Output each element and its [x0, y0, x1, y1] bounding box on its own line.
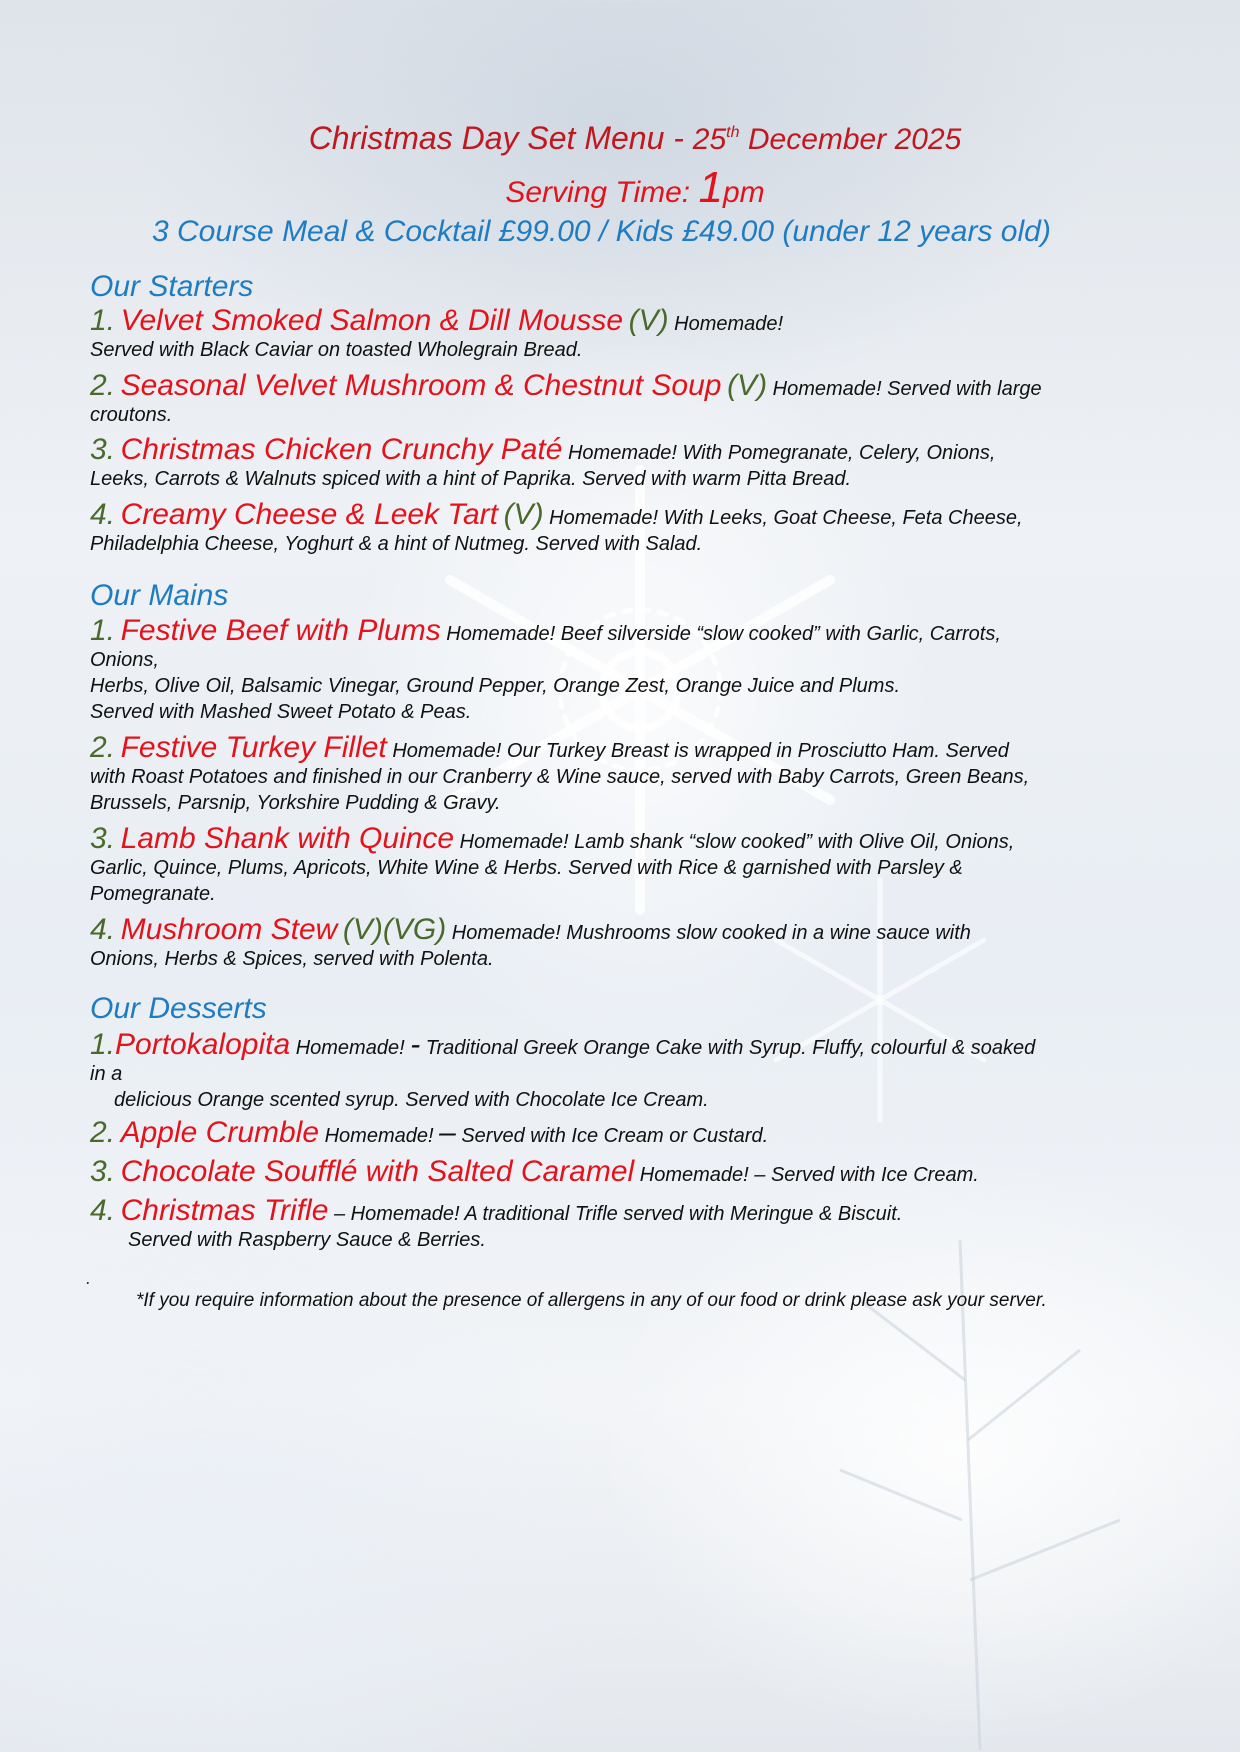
- dish-description: Philadelphia Cheese, Yoghurt & a hint of Nutmeg. Served with Salad.: [90, 533, 703, 555]
- serving-prefix: Serving Time:: [505, 176, 699, 209]
- main-item: [90, 614, 1190, 725]
- item-number: 2.: [90, 369, 116, 402]
- dish-description: Homemade!: [324, 1125, 434, 1147]
- dish-description: croutons.: [90, 404, 173, 426]
- date-day: 25: [692, 123, 727, 156]
- item-number: 4.: [90, 498, 116, 531]
- dish-name: Lamb Shank with Quince: [120, 822, 455, 855]
- dish-description: Homemade! With Pomegranate, Celery, Onions,: [567, 442, 996, 464]
- main-item: [90, 822, 1190, 907]
- dish-description: Homemade!: [295, 1037, 405, 1059]
- starter-item: [90, 498, 1190, 557]
- starter-item: [90, 304, 1190, 363]
- starter-item: [90, 369, 1190, 428]
- dish-name: Mushroom Stew: [120, 913, 338, 946]
- dish-description: Homemade!: [674, 313, 784, 335]
- date-suffix: th: [726, 124, 740, 141]
- section-heading-starters: Our Starters: [90, 270, 254, 303]
- dish-name: Christmas Chicken Crunchy Paté: [120, 433, 563, 466]
- item-number: 3.: [90, 1155, 116, 1188]
- dish-description: Pomegranate.: [90, 883, 216, 905]
- serving-time: [0, 163, 1240, 213]
- item-number: 4.: [90, 913, 116, 946]
- dish-description: Homemade! Beef silverside “slow cooked” with Garlic, Carrots,: [446, 623, 1001, 645]
- item-number: 3.: [90, 433, 116, 466]
- dish-description: Brussels, Parsnip, Yorkshire Pudding & Gravy.: [90, 792, 501, 814]
- dish-description: Served with Mashed Sweet Potato & Peas.: [90, 701, 472, 723]
- menu-title: [0, 120, 1240, 157]
- dish-description: Homemade! With Leeks, Goat Cheese, Feta Cheese,: [549, 507, 1023, 529]
- dish-description: Traditional Greek Orange Cake with Syrup. Fluffy, colourful & soaked: [425, 1037, 1036, 1059]
- stray-dot: .: [86, 1268, 92, 1288]
- item-number: 1.: [90, 614, 116, 647]
- item-number: 1.: [90, 304, 116, 337]
- dish-description: Homemade! Lamb shank “slow cooked” with Olive Oil, Onions,: [459, 831, 1015, 853]
- dish-description: Homemade! Mushrooms slow cooked in a wine sauce with: [451, 922, 971, 944]
- dash-separator: -: [410, 1028, 421, 1061]
- starter-item: [90, 433, 1190, 492]
- vegetarian-badge: (V): [503, 498, 544, 531]
- title-text: Christmas Day Set Menu -: [308, 120, 693, 156]
- dish-description: Onions, Herbs & Spices, served with Polenta.: [90, 948, 494, 970]
- dish-name: Apple Crumble: [120, 1116, 320, 1149]
- dish-name: Creamy Cheese & Leek Tart: [120, 498, 498, 531]
- vegetarian-badge: (V): [727, 369, 768, 402]
- vegan-badge: (V)(VG): [342, 913, 447, 946]
- dish-name: Festive Turkey Fillet: [120, 731, 387, 764]
- dish-description: Leeks, Carrots & Walnuts spiced with a hint of Paprika. Served with warm Pitta Bread.: [90, 468, 852, 490]
- dish-name: Festive Beef with Plums: [120, 614, 441, 647]
- dessert-item: [90, 1116, 1190, 1149]
- serving-suffix: pm: [722, 176, 765, 209]
- date-rest: December 2025: [739, 123, 962, 156]
- dish-description: in a: [90, 1063, 123, 1085]
- section-heading-desserts: Our Desserts: [90, 992, 267, 1025]
- dish-name: Chocolate Soufflé with Salted Caramel: [120, 1155, 635, 1188]
- dish-description: Homemade! Served with large: [772, 378, 1042, 400]
- dish-description: Served with Ice Cream or Custard.: [461, 1125, 769, 1147]
- section-heading-mains: Our Mains: [90, 579, 229, 612]
- dessert-item: [90, 1155, 1190, 1188]
- item-number: 3.: [90, 822, 116, 855]
- item-number: 4.: [90, 1194, 116, 1227]
- dish-description: – Homemade! A traditional Trifle served with Meringue & Biscuit.: [333, 1203, 903, 1225]
- dish-description: Garlic, Quince, Plums, Apricots, White Wine & Herbs. Served with Rice & garnished with Parsley &: [90, 857, 963, 879]
- dish-description: Homemade! – Served with Ice Cream.: [639, 1164, 979, 1186]
- dish-description: Onions,: [90, 649, 159, 671]
- dessert-item: [90, 1194, 1190, 1253]
- dish-name: Seasonal Velvet Mushroom & Chestnut Soup: [120, 369, 722, 402]
- dish-description: Homemade! Our Turkey Breast is wrapped in Prosciutto Ham. Served: [392, 740, 1009, 762]
- main-item: [90, 913, 1190, 972]
- dish-description: Served with Black Caviar on toasted Wholegrain Bread.: [90, 339, 583, 361]
- item-number: 2.: [90, 1116, 116, 1149]
- dish-description: delicious Orange scented syrup. Served with Chocolate Ice Cream.: [114, 1089, 709, 1111]
- vegetarian-badge: (V): [628, 304, 669, 337]
- dish-description: with Roast Potatoes and finished in our Cranberry & Wine sauce, served with Baby Carrots, Green Beans,: [90, 766, 1030, 788]
- dish-name: Portokalopita: [115, 1028, 291, 1061]
- title-date: [693, 123, 962, 156]
- main-item: [90, 731, 1190, 816]
- allergen-notice: *If you require information about the presence of allergens in any of our food or drink please ask your server.: [136, 1290, 1047, 1311]
- item-number: 1.: [90, 1028, 116, 1061]
- dash-separator: –: [439, 1116, 456, 1149]
- dish-name: Velvet Smoked Salmon & Dill Mousse: [120, 304, 624, 337]
- dessert-item: [90, 1028, 1190, 1113]
- dish-description: Herbs, Olive Oil, Balsamic Vinegar, Ground Pepper, Orange Zest, Orange Juice and Plums.: [90, 675, 901, 697]
- dish-name: Christmas Trifle: [120, 1194, 329, 1227]
- serving-hour: 1: [698, 163, 723, 212]
- dish-description: Served with Raspberry Sauce & Berries.: [128, 1229, 486, 1251]
- price-line: 3 Course Meal & Cocktail £99.00 / Kids £49.00 (under 12 years old): [152, 215, 1051, 248]
- item-number: 2.: [90, 731, 116, 764]
